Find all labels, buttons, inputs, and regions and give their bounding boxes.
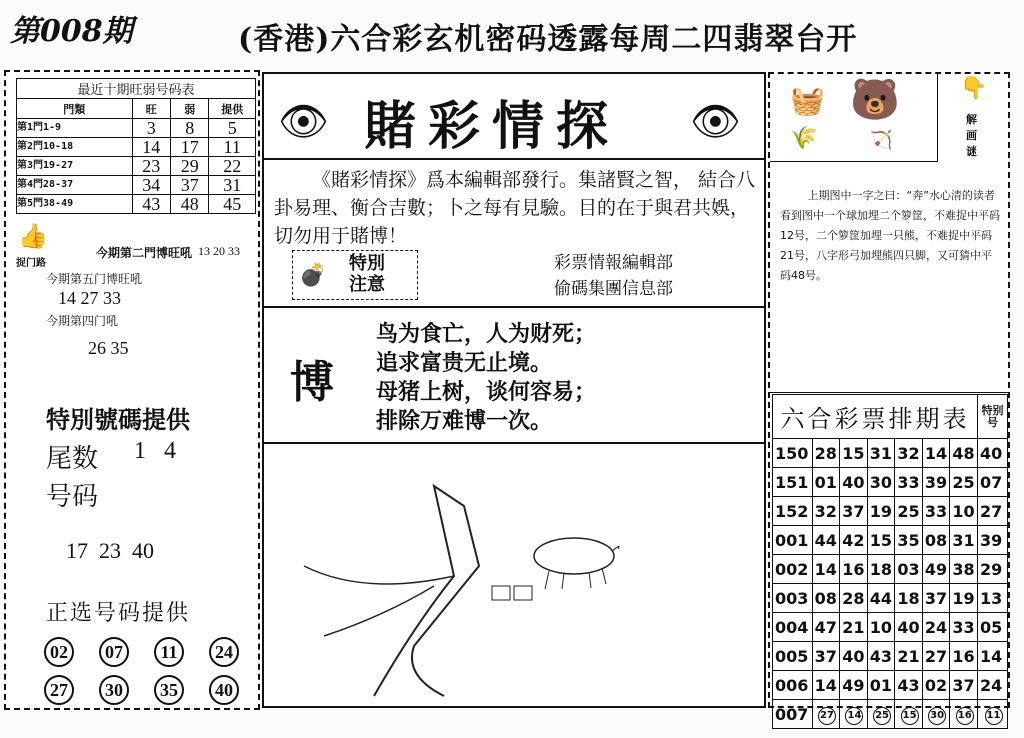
table-cell: 22 (209, 157, 256, 176)
main-number-ball: 27 (44, 675, 74, 705)
schedule-row (773, 497, 1008, 526)
schedule-cell: 49 (922, 555, 950, 584)
puzzle-explanation: 上期图中一字之曰：“奔”水心清的读者看到图中一个球加埋二个箩筐，不难捉中平码12号，二个箩筐加埋一只熊，不难捉中平码21号，八字形弓加埋熊四只脚，又可猜中平码48号。 (780, 189, 1000, 282)
schedule-cell: 29 (978, 555, 1008, 584)
notice-box (292, 250, 418, 300)
poem-box (264, 306, 764, 444)
main-number-ball: 35 (154, 675, 184, 705)
schedule-cell: 18 (867, 555, 895, 584)
schedule-cell: 37 (950, 671, 978, 700)
special-header: 特别号 (978, 395, 1008, 439)
schedule-row (773, 642, 1008, 671)
schedule-cell: 32 (812, 497, 840, 526)
drawn-number-ball: 16 (956, 707, 974, 725)
table-row (17, 195, 256, 214)
main-number-ball: 30 (99, 675, 129, 705)
col-header: 門類 (17, 99, 133, 119)
schedule-cell: 40 (978, 439, 1008, 468)
schedule-cell: 14 (812, 671, 840, 700)
tip-label: 捉门路 (16, 258, 46, 269)
table-cell: 43 (132, 195, 170, 214)
notice-label: 特別注意 (349, 253, 385, 295)
col-header: 提供 (209, 99, 256, 119)
schedule-cell (978, 700, 1008, 729)
table-cell: 23 (132, 157, 170, 176)
schedule-cell: 16 (950, 642, 978, 671)
schedule-cell: 004 (773, 613, 813, 642)
main-number-ball: 07 (99, 637, 129, 667)
puzzle-label: 解画谜 (966, 113, 977, 158)
schedule-row (773, 584, 1008, 613)
table-cell: 第1門1-9 (17, 119, 133, 138)
tail-label: 尾数 (46, 444, 99, 474)
table-row (17, 119, 256, 138)
recent-table (16, 78, 256, 214)
schedule-cell: 14 (922, 439, 950, 468)
code-nums: 17 23 40 (66, 538, 154, 563)
table-cell: 17 (171, 138, 209, 157)
schedule-cell: 44 (812, 526, 840, 555)
schedule-cell: 18 (895, 584, 923, 613)
table-cell: 48 (171, 195, 209, 214)
schedule-cell: 32 (895, 439, 923, 468)
schedule-row (773, 671, 1008, 700)
schedule-cell: 14 (812, 555, 840, 584)
schedule-cell (895, 700, 923, 729)
schedule-cell: 152 (773, 497, 813, 526)
schedule-cell: 48 (950, 439, 978, 468)
table-cell: 45 (209, 195, 256, 214)
schedule-cell: 31 (950, 526, 978, 555)
schedule-cell: 10 (950, 497, 978, 526)
schedule-cell: 24 (978, 671, 1008, 700)
schedule-cell: 33 (922, 497, 950, 526)
schedule-cell: 19 (867, 497, 895, 526)
schedule-cell: 19 (950, 584, 978, 613)
table-cell: 34 (132, 176, 170, 195)
schedule-cell: 03 (895, 555, 923, 584)
puzzle-picture: 🧺 🐻 🌾 🏹 (770, 74, 938, 162)
schedule-cell (950, 700, 978, 729)
drawn-number-ball: 11 (985, 707, 1003, 725)
schedule-cell: 37 (922, 584, 950, 613)
door5-nums: 14 27 33 (58, 288, 121, 308)
table-cell: 5 (209, 119, 256, 138)
schedule-cell: 33 (895, 468, 923, 497)
eye-icon: 👁 (690, 99, 741, 145)
schedule-row (773, 700, 1008, 729)
schedule-row (773, 468, 1008, 497)
door2-label: 今期第二門博旺吼 (96, 246, 193, 260)
table-cell: 37 (171, 176, 209, 195)
schedule-cell: 37 (812, 642, 840, 671)
schedule-cell: 47 (812, 613, 840, 642)
table-cell: 31 (209, 176, 256, 195)
schedule-row (773, 555, 1008, 584)
schedule-cell: 002 (773, 555, 813, 584)
schedule-cell: 13 (978, 584, 1008, 613)
door5-label: 今期第五门博旺吼 (46, 272, 143, 286)
main-number-ball: 40 (209, 675, 239, 705)
table-cell: 第2門10-18 (17, 138, 133, 157)
poem-line: 排除万难博一次。 (376, 408, 553, 434)
schedule-cell: 40 (840, 642, 868, 671)
main-numbers (44, 634, 274, 710)
schedule-cell: 10 (867, 613, 895, 642)
schedule-cell: 28 (812, 439, 840, 468)
schedule-cell (922, 700, 950, 729)
schedule-cell: 05 (978, 613, 1008, 642)
schedule-cell: 30 (867, 468, 895, 497)
poem-line: 鸟为食亡，人为财死； (376, 321, 597, 347)
schedule-cell: 005 (773, 642, 813, 671)
masthead-title: 賭彩情探 (364, 96, 621, 157)
schedule-cell: 15 (840, 439, 868, 468)
schedule-cell: 24 (922, 613, 950, 642)
schedule-cell: 08 (812, 584, 840, 613)
schedule-cell: 38 (950, 555, 978, 584)
eye-icon: 👁 (278, 99, 329, 145)
dept2: 偷碼集團信息部 (554, 279, 673, 299)
schedule-cell: 35 (895, 526, 923, 555)
main-number-ball: 02 (44, 637, 74, 667)
schedule-cell: 40 (895, 613, 923, 642)
poem-line: 母猪上树，谈何容易； (376, 379, 597, 405)
schedule-cell: 49 (840, 671, 868, 700)
door4-label: 今期第四门吼 (46, 314, 119, 328)
schedule-cell: 01 (812, 468, 840, 497)
masthead-box (264, 74, 764, 160)
schedule-cell: 39 (922, 468, 950, 497)
table-cell: 第5門38-49 (17, 195, 133, 214)
table-cell: 3 (132, 119, 170, 138)
schedule-cell: 150 (773, 439, 813, 468)
table-row (17, 138, 256, 157)
drawn-number-ball: 14 (845, 707, 863, 725)
schedule-table (772, 394, 1008, 729)
schedule-cell: 27 (922, 642, 950, 671)
drawn-number-ball: 15 (901, 707, 919, 725)
schedule-cell: 02 (922, 671, 950, 700)
schedule-cell: 16 (840, 555, 868, 584)
table-cell: 第4門28-37 (17, 176, 133, 195)
poem-line: 追求富贵无止境。 (376, 350, 553, 376)
schedule-cell (867, 700, 895, 729)
schedule-cell: 21 (840, 613, 868, 642)
right-column (768, 72, 1010, 724)
main-number-ball: 24 (209, 637, 239, 667)
schedule-cell: 44 (867, 584, 895, 613)
schedule-cell: 28 (840, 584, 868, 613)
code-label: 号码 (46, 482, 99, 512)
page-title: (香港)六合彩玄机密码透露每周二四翡翠台开 (238, 22, 858, 57)
door4-nums: 26 35 (88, 338, 129, 358)
schedule-cell (840, 700, 868, 729)
drawn-number-ball: 30 (928, 707, 946, 725)
table-row (17, 176, 256, 195)
schedule-cell: 007 (773, 700, 813, 729)
main-number-ball: 11 (154, 637, 184, 667)
special-title: 特別號碼提供 (46, 406, 190, 434)
tail-nums: 1 4 (134, 438, 176, 464)
schedule-cell: 37 (840, 497, 868, 526)
schedule-cell: 43 (867, 642, 895, 671)
schedule-cell: 39 (978, 526, 1008, 555)
page-header (0, 0, 1024, 62)
schedule-cell: 14 (978, 642, 1008, 671)
schedule-row (773, 613, 1008, 642)
schedule-cell: 003 (773, 584, 813, 613)
schedule-row (773, 439, 1008, 468)
main-title: 正选号码提供 (46, 601, 191, 626)
schedule-cell: 006 (773, 671, 813, 700)
pointing-hand-icon: 👇 (960, 76, 988, 101)
table-cell: 8 (171, 119, 209, 138)
schedule-cell: 40 (840, 468, 868, 497)
table-cell: 第3門19-27 (17, 157, 133, 176)
thumbs-up-icon: 👍 (18, 222, 48, 250)
table-cell: 14 (132, 138, 170, 157)
dept1: 彩票情報編輯部 (554, 253, 673, 273)
schedule-cell: 27 (978, 497, 1008, 526)
schedule-cell: 42 (840, 526, 868, 555)
illustration-pig-tree (264, 446, 764, 706)
table-row (17, 157, 256, 176)
divider (770, 392, 1008, 393)
drawn-number-ball: 27 (818, 707, 836, 725)
schedule-cell: 33 (950, 613, 978, 642)
bomb-icon: 💣 (299, 263, 327, 288)
schedule-cell: 31 (867, 439, 895, 468)
schedule-title: 六合彩票排期表 (773, 395, 978, 439)
drawn-number-ball: 25 (873, 707, 891, 725)
col-header: 弱 (171, 99, 209, 119)
poem-char: 博 (290, 357, 334, 408)
schedule-cell: 001 (773, 526, 813, 555)
schedule-cell: 01 (867, 671, 895, 700)
schedule-cell: 21 (895, 642, 923, 671)
middle-column (262, 72, 766, 708)
door2-nums: 13 20 33 (198, 244, 240, 258)
schedule-cell: 43 (895, 671, 923, 700)
schedule-cell: 25 (950, 468, 978, 497)
recent-table-caption: 最近十期旺弱号码表 (17, 79, 256, 99)
schedule-cell: 08 (922, 526, 950, 555)
table-cell: 29 (171, 157, 209, 176)
schedule-cell: 151 (773, 468, 813, 497)
schedule-cell: 15 (867, 526, 895, 555)
table-cell: 11 (209, 138, 256, 157)
intro-text: 《賭彩情探》爲本編輯部發行。集諸賢之智， 結合八卦易理、衡合吉數；卜之每有見驗。目的在于與君共娛，切勿用于賭博！ (274, 169, 756, 247)
schedule-row (773, 526, 1008, 555)
left-column (4, 70, 260, 710)
schedule-cell (812, 700, 840, 729)
col-header: 旺 (132, 99, 170, 119)
schedule-cell: 25 (895, 497, 923, 526)
issue-number: 第008期 (10, 14, 133, 49)
schedule-cell: 07 (978, 468, 1008, 497)
poem-lines (376, 320, 596, 436)
